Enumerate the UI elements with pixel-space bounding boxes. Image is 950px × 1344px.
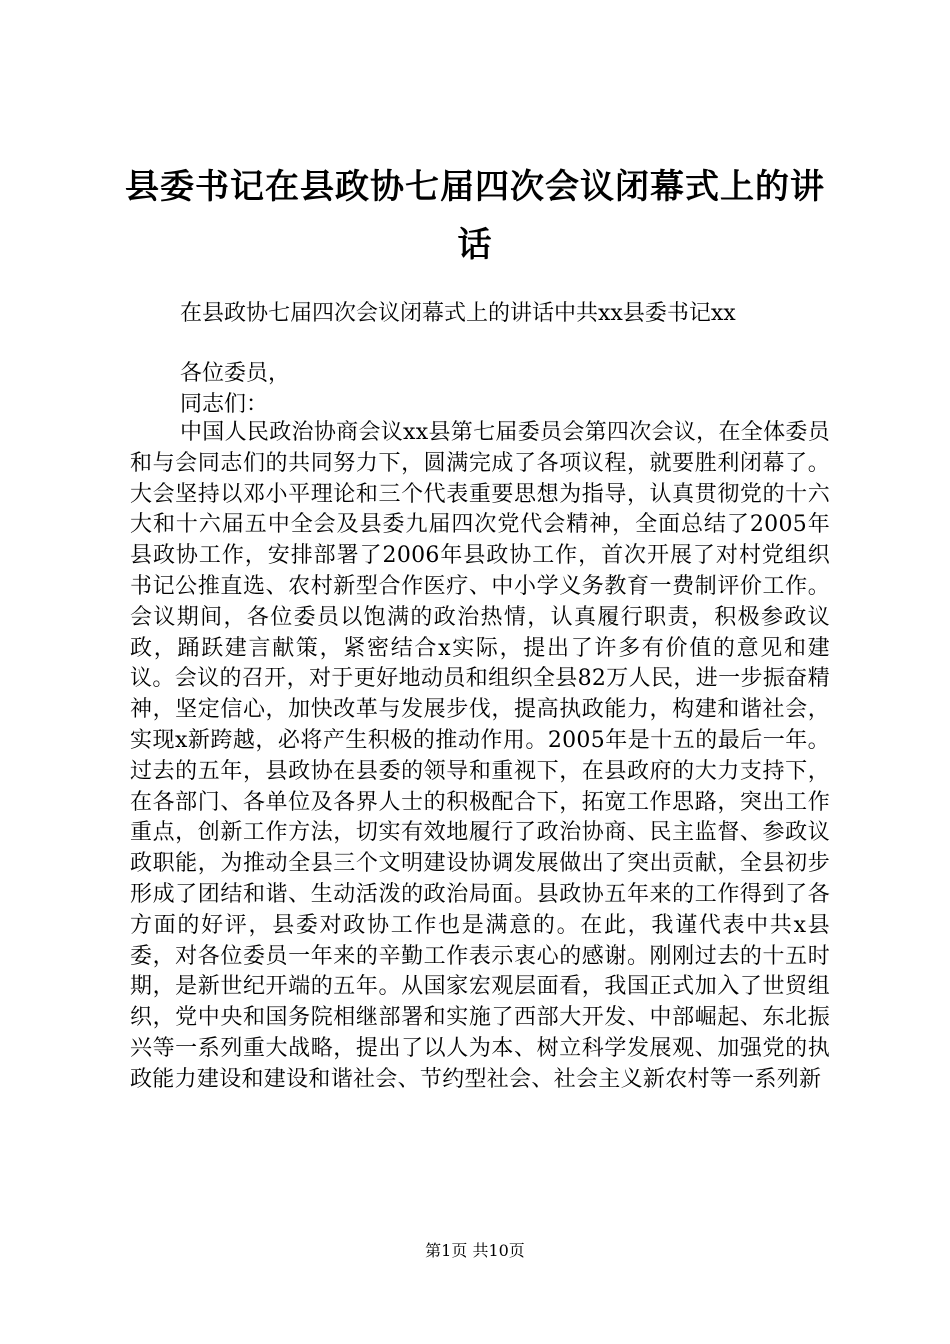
document-subtitle: 在县政协七届四次会议闭幕式上的讲话中共xx县委书记xx bbox=[180, 301, 736, 326]
salutation-committee: 各位委员， bbox=[180, 361, 291, 386]
page-number-footer: 第1页 共10页 bbox=[425, 1241, 525, 1260]
salutation-comrades: 同志们： bbox=[180, 392, 269, 417]
body-paragraph: 中国人民政治协商会议xx县第七届委员会第四次会议，在全体委员和与会同志们的共同努力下，圆满完成了各项议程，就要胜利闭幕了。大会坚持以邓小平理论和三个代表重要思想为指导，认真贯彻党的十六大和十六届五中全会及县委九届四次党代会精神，全面总结了2005年县政协工作，安排部署了2006年县政协工作，首次开展了对村党组织书记公推直选、农村新型合作医疗、中小学义务教育一费制评价工作。会议期间，各位委员以饱满的政治热情，认真履行职责，积极参政议政，踊跃建言献策，紧密结合x实际，提出了许多有价值的意见和建议。会议的召开，对于更好地动员和组织全县82万人民，进一步振奋精神，坚定信心，加快改革与发展步伐，提高执政能力，构建和谐社会，实现x新跨越，必将产生积极的推动作用。2005年是十五的最后一年。过去的五年，县政协在县委的领导和重视下，在县政府的大力支持下，在各部门、各单位及各界人士的积极配合下，拓宽工作思路，突出工作重点，创新工作方法，切实有效地履行了政治协商、民主监督、参政议政职能，为推动全县三个文明建设协调发展做出了突出贡献，全县初步形成了团结和谐、生动活泼的政治局面。县政协五年来的工作得到了各方面的好评，县委对政协工作也是满意的。在此，我谨代表中共x县委，对各位委员一年来的辛勤工作表示衷心的感谢。刚刚过去的十五时期，是新世纪开端的五年。从国家宏观层面看，我国正式加入了世贸组织，党中央和国务院相继部署和实施了西部大开发、中部崛起、东北振兴等一系列重大战略，提出了以人为本、树立科学发展观、加强党的执政能力建设和建设和谐社会、节约型社会、社会主义新农村等一系列新 bbox=[130, 420, 830, 1092]
document-title: 县委书记在县政协七届四次会议闭幕式上的讲话 bbox=[125, 167, 825, 265]
